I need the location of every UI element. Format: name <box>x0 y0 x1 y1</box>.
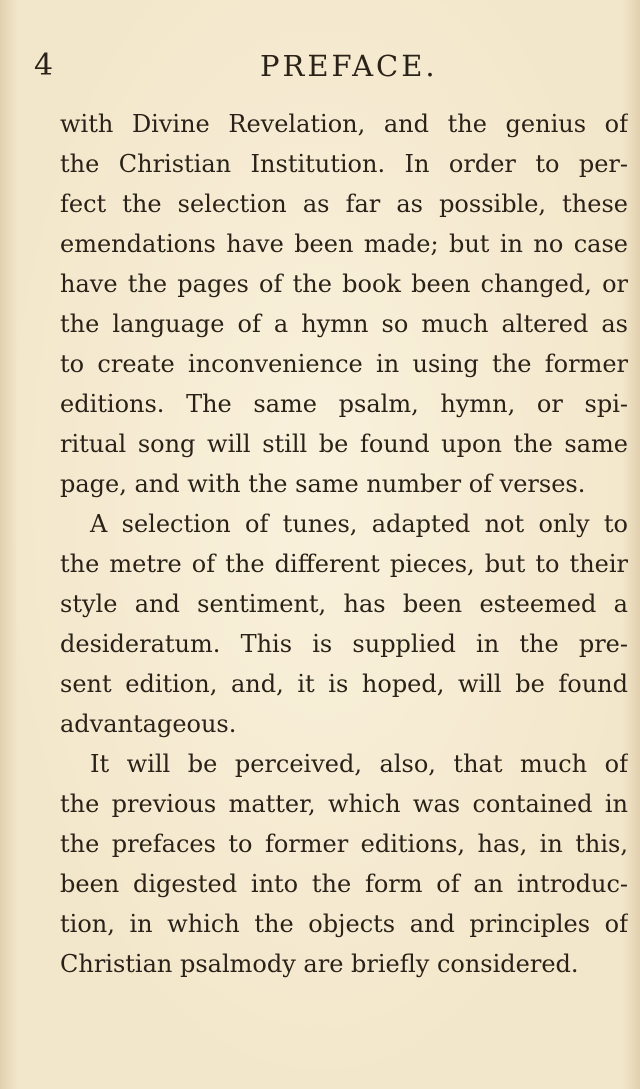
text-line: the prefaces to former editions, has, in this, <box>60 830 628 858</box>
text-line: editions. The same psalm, hymn, or spi- <box>60 390 628 418</box>
text-line: the previous matter, which was contained in <box>60 790 628 818</box>
text-line: A selection of tunes, adapted not only to <box>90 510 628 538</box>
body-text <box>60 104 628 984</box>
text-line: have the pages of the book been changed, or <box>60 270 628 298</box>
text-line: tion, in which the objects and principles of <box>60 910 628 938</box>
paragraph-2 <box>60 504 628 744</box>
running-title: PREFACE. <box>260 49 438 83</box>
text-line: been digested into the form of an introduc- <box>60 870 628 898</box>
text-line: page, and with the same number of verses. <box>60 470 586 498</box>
page-number: 4 <box>34 48 54 83</box>
text-line: the language of a hymn so much altered as <box>60 310 628 338</box>
text-line: advantageous. <box>60 710 237 738</box>
paragraph-3 <box>60 744 628 984</box>
text-line: to create inconvenience in using the former <box>60 350 628 378</box>
text-line: It will be perceived, also, that much of <box>90 750 628 778</box>
paragraph-1 <box>60 104 628 504</box>
text-line: emendations have been made; but in no case <box>60 230 628 258</box>
text-line: desideratum. This is supplied in the pre- <box>60 630 628 658</box>
text-line: the metre of the different pieces, but to their <box>60 550 628 578</box>
text-line: with Divine Revelation, and the genius of <box>60 110 628 138</box>
text-line: sent edition, and, it is hoped, will be found <box>60 670 628 698</box>
text-line: the Christian Institution. In order to per- <box>60 150 628 178</box>
text-line: fect the selection as far as possible, these <box>60 190 628 218</box>
page-header <box>0 46 640 86</box>
text-line: Christian psalmody are briefly considered. <box>60 950 579 978</box>
text-line: style and sentiment, has been esteemed a <box>60 590 628 618</box>
text-line: ritual song will still be found upon the same <box>60 430 628 458</box>
